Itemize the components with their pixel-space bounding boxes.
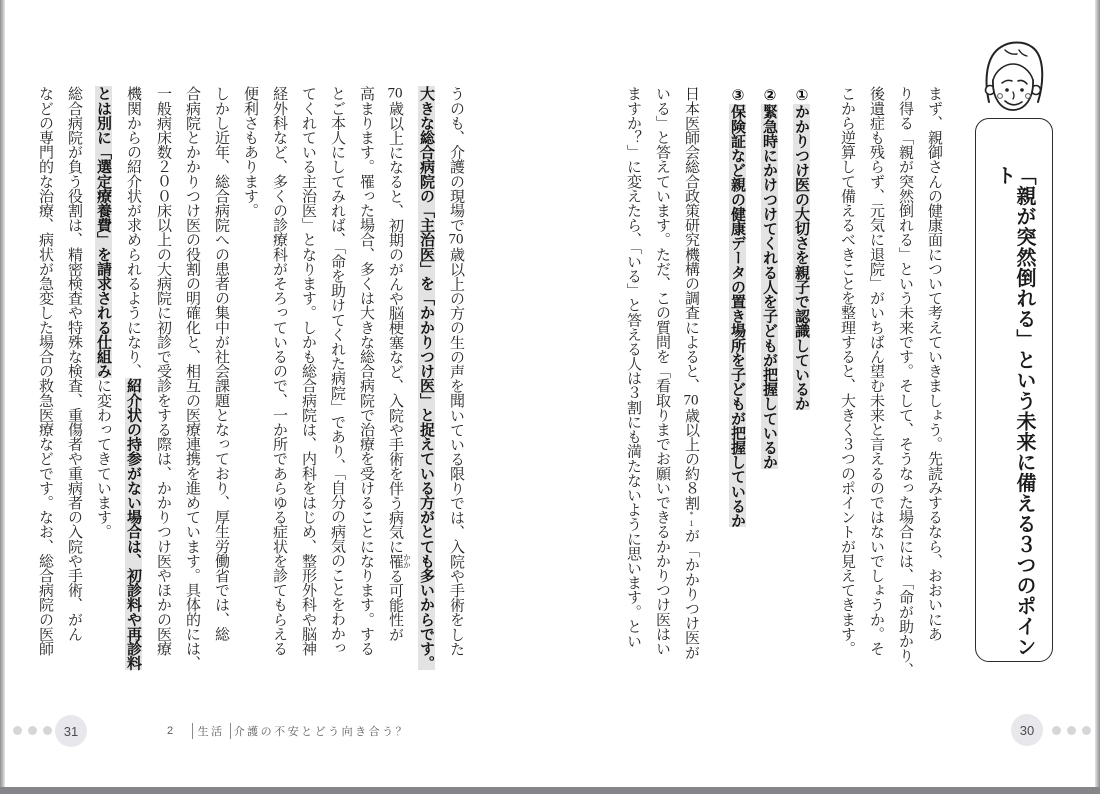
checkpoint-item — [785, 86, 817, 692]
page-edge-bottom — [0, 787, 1100, 794]
page-number-label: 30 — [1019, 722, 1035, 738]
text-column: などの専門的な治療、病状が急変した場合の救急医療などです。なお、総合病院の医師 — [37, 86, 53, 656]
ruby-base: 罹 — [387, 553, 403, 569]
text-column: いる」と答えています。ただ、この質問を「看取りまでお願いできるかかりつけ医はい — [654, 86, 670, 656]
paragraph-intro — [832, 86, 948, 692]
text-run: る可能性が — [387, 568, 403, 642]
section-label: 生活 — [192, 723, 231, 739]
text-column: ますか？」に変えたら、「いる」と答える人は３割にも満たないように思います。とい — [625, 86, 641, 648]
text-column-highlighted — [411, 86, 441, 692]
text-column: 経外科など、多くの診療科がそろっているので、一か所であらゆる症状を診てもらえる — [271, 86, 287, 656]
text-column — [88, 86, 118, 692]
text-run: 歳以上の方の生の声を聞いている限りでは、入院や手術をした — [448, 247, 464, 656]
point-number: ① — [793, 86, 810, 104]
ruby-annotation — [387, 553, 412, 569]
text-run: うのも、介護の現場で — [448, 86, 464, 233]
point-text: かかりつけ医の大切さを親子で認識しているか — [793, 103, 810, 411]
footnote-marker: *1 — [687, 509, 696, 528]
point-text: 保険証など親の健康データの置き場所を子どもが把握しているか — [729, 103, 746, 528]
page-number-right — [1011, 714, 1043, 746]
chapter-number: 2 — [167, 725, 176, 737]
checkpoint-list — [721, 86, 817, 692]
emphasis-run: 大きな総合病院の「主治医」を「かかりつけ医」と捉えている方がとても多いからです。 — [418, 86, 435, 671]
text-column — [441, 86, 470, 692]
text-run: 70 — [683, 392, 699, 408]
text-column: 合病院とかかりつけ医の役割の明確化と、相互の医療連携を進めています。具体的には、 — [184, 86, 200, 671]
text-column: 総合病院が負う役割は、精密検査や特殊な検査、重傷者や重病者の入院や手術、がん — [66, 86, 82, 641]
text-column: とご本人にしてみれば、「命を助けてくれた病院」であり、「自分の病気のことをわかっ — [329, 86, 345, 656]
point-number: ② — [761, 86, 778, 104]
emphasis-run: 紹介状の持参がない場合は、初診料や再診料 — [125, 378, 142, 671]
page-edge-right — [1095, 0, 1100, 794]
text-run: に変わってきています。 — [95, 378, 111, 539]
chapter-title: 「親が突然倒れる」という未来に備える３つのポイント — [993, 165, 1035, 657]
ornament-dots-left — [13, 726, 52, 735]
text-run: 70 — [387, 86, 403, 101]
text-column: 一般病床数２００床以上の大病院に初診で受診をする際は、かかりつけ医やほかの医療 — [155, 86, 171, 656]
text-column: 後遺症も残らず、元気に退院」がいちばん望む未来と言えるのではないでしょうか。そ — [868, 86, 884, 656]
point-number: ③ — [729, 86, 746, 104]
text-column: まず、親御さんの健康面について考えていきましょう。先読みするなら、おおいにあ — [926, 86, 942, 641]
page-number-label: 31 — [63, 723, 79, 739]
left-page-body — [30, 86, 470, 692]
text-column — [380, 86, 411, 692]
text-run: が「かかりつけ医が — [683, 527, 699, 660]
ruby-text: かか — [402, 553, 412, 569]
text-run: 70 — [448, 232, 464, 248]
text-column: しかし近年、総合病院への患者の集中が社会課題となっており、厚生労働省では、総 — [213, 86, 229, 641]
text-column: 便利さもあります。 — [242, 86, 258, 218]
text-run: 歳以上になると、初期のがんや脳梗塞など、入院や手術を伴う病気に — [387, 101, 403, 554]
right-page-body — [618, 86, 948, 692]
chapter-title-box — [975, 118, 1053, 662]
emphasis-run: とは別に「選定療養費」を請求される仕組み — [95, 86, 112, 379]
text-column: てくれている主治医」となります。しかも総合病院は、内科をはじめ、整形外科や脳神 — [300, 86, 316, 656]
text-column: 高まります。罹った場合、多くは大きな総合病院で治療を受けることになります。する — [358, 86, 374, 656]
page-edge-left — [0, 0, 5, 794]
text-column — [118, 86, 148, 692]
checkpoint-item — [753, 86, 785, 692]
text-column: こから逆算して備えるべきことを整理すると、大きく３つのポイントが見えてきます。 — [839, 86, 855, 656]
running-footer — [167, 723, 409, 739]
text-column: り得る「親が突然倒れる」という未来です。そして、そうなった場合には、「命が助かり、 — [897, 86, 913, 678]
text-run: 日本医師会総合政策研究機構の調査によると、 — [683, 86, 699, 393]
text-run: 歳以上の約８割 — [683, 407, 699, 510]
point-text: 緊急時にかけつけてくれる人を子どもが把握しているか — [761, 103, 778, 469]
page-number-left — [55, 715, 87, 747]
section-title: 介護の不安とどう向き合う？ — [233, 726, 410, 738]
text-column — [676, 86, 706, 692]
paragraph-survey — [618, 86, 706, 692]
checkpoint-item — [721, 86, 753, 692]
text-run: 機関からの紹介状が求められるようになり、 — [125, 86, 141, 379]
person-face-icon — [977, 38, 1049, 122]
ornament-dots-right — [1052, 726, 1091, 735]
